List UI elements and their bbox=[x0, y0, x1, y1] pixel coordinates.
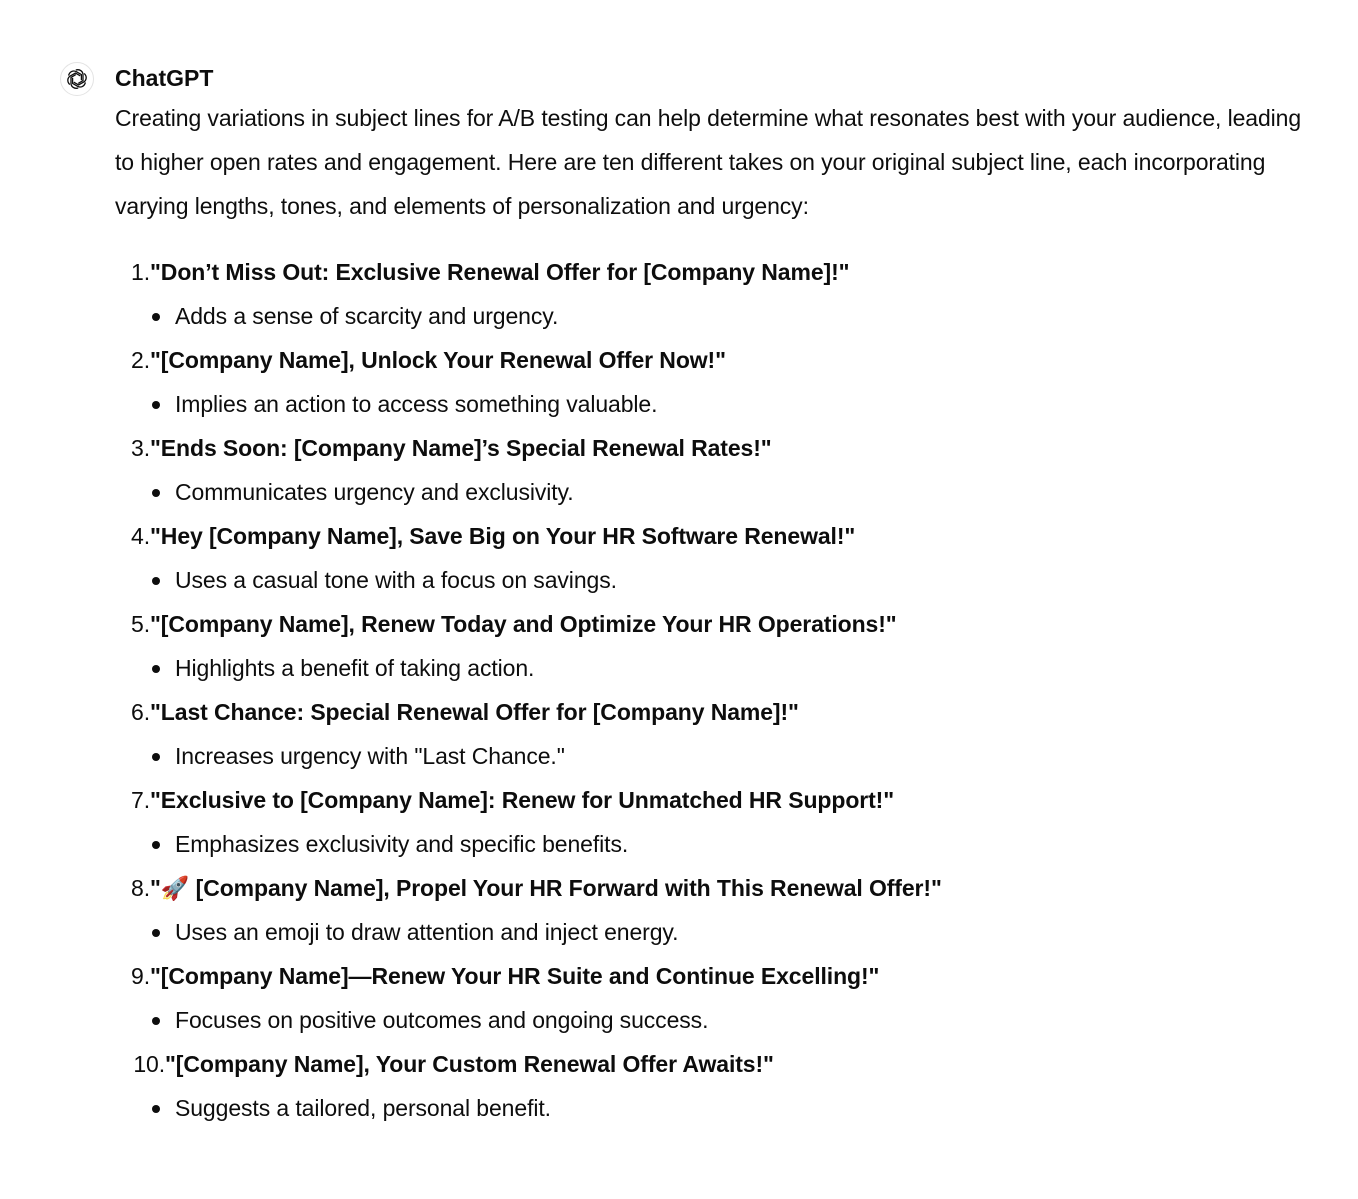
list-item-note bbox=[115, 734, 1315, 778]
list-item-notes bbox=[115, 294, 1315, 338]
list-item-number: 6. bbox=[131, 699, 150, 725]
list-item-number: 5. bbox=[131, 611, 150, 637]
list-item-notes bbox=[115, 1086, 1315, 1130]
list-item-note bbox=[115, 910, 1315, 954]
subject-line-list bbox=[115, 250, 1315, 1130]
openai-logo-icon bbox=[60, 62, 94, 96]
note-text: Highlights a benefit of taking action. bbox=[175, 655, 535, 681]
list-item-heading bbox=[115, 1042, 1315, 1086]
list-item-number: 4. bbox=[131, 523, 150, 549]
list-item-heading bbox=[115, 514, 1315, 558]
note-text: Uses an emoji to draw attention and inject energy. bbox=[175, 919, 679, 945]
subject-line: "Last Chance: Special Renewal Offer for [Company Name]!" bbox=[150, 699, 799, 725]
list-item-heading bbox=[115, 690, 1315, 734]
list-item-heading bbox=[115, 426, 1315, 470]
bullet-dot-icon bbox=[152, 665, 160, 673]
list-item-note bbox=[115, 646, 1315, 690]
bullet-dot-icon bbox=[152, 577, 160, 585]
bullet-dot-icon bbox=[152, 841, 160, 849]
note-text: Implies an action to access something valuable. bbox=[175, 391, 658, 417]
note-text: Emphasizes exclusivity and specific benefits. bbox=[175, 831, 629, 857]
list-item-notes bbox=[115, 734, 1315, 778]
list-item-note bbox=[115, 294, 1315, 338]
list-item-heading bbox=[115, 338, 1315, 382]
list-item bbox=[115, 250, 1315, 338]
list-item bbox=[115, 778, 1315, 866]
list-item bbox=[115, 954, 1315, 1042]
list-item-notes bbox=[115, 558, 1315, 602]
bullet-dot-icon bbox=[152, 753, 160, 761]
subject-line: "[Company Name]—Renew Your HR Suite and Continue Excelling!" bbox=[150, 963, 880, 989]
list-item-note bbox=[115, 382, 1315, 426]
list-item-note bbox=[115, 470, 1315, 514]
list-item-number: 8. bbox=[131, 875, 150, 901]
bullet-dot-icon bbox=[152, 401, 160, 409]
note-text: Adds a sense of scarcity and urgency. bbox=[175, 303, 559, 329]
list-item-number: 9. bbox=[131, 963, 150, 989]
subject-line: "[Company Name], Renew Today and Optimize Your HR Operations!" bbox=[150, 611, 897, 637]
subject-line: "[Company Name], Your Custom Renewal Offer Awaits!" bbox=[165, 1051, 774, 1077]
list-item-heading bbox=[115, 778, 1315, 822]
list-item-heading bbox=[115, 866, 1315, 910]
list-item bbox=[115, 514, 1315, 602]
bullet-dot-icon bbox=[152, 313, 160, 321]
list-item-notes bbox=[115, 382, 1315, 426]
bullet-dot-icon bbox=[152, 489, 160, 497]
list-item-number: 3. bbox=[131, 435, 150, 461]
list-item-notes bbox=[115, 910, 1315, 954]
list-item bbox=[115, 602, 1315, 690]
list-item-note bbox=[115, 822, 1315, 866]
author-name: ChatGPT bbox=[115, 65, 214, 91]
list-item bbox=[115, 426, 1315, 514]
list-item bbox=[115, 866, 1315, 954]
list-item bbox=[115, 690, 1315, 778]
list-item-notes bbox=[115, 998, 1315, 1042]
list-item-note bbox=[115, 998, 1315, 1042]
list-item-note bbox=[115, 558, 1315, 602]
list-item bbox=[115, 338, 1315, 426]
subject-line: "Hey [Company Name], Save Big on Your HR Software Renewal!" bbox=[150, 523, 856, 549]
list-item-note bbox=[115, 1086, 1315, 1130]
list-item-number: 7. bbox=[131, 787, 150, 813]
subject-line: "🚀 [Company Name], Propel Your HR Forward with This Renewal Offer!" bbox=[150, 875, 942, 901]
list-item-notes bbox=[115, 646, 1315, 690]
subject-line: "Ends Soon: [Company Name]’s Special Renewal Rates!" bbox=[150, 435, 772, 461]
message-intro: Creating variations in subject lines for A/B testing can help determine what resonates best with your audience, leading to higher open rates and engagement. Here are ten different takes on your original subject line, each incorporating varying lengths, tones, and elements of personalization and urgency: bbox=[115, 105, 1302, 219]
note-text: Suggests a tailored, personal benefit. bbox=[175, 1095, 551, 1121]
note-text: Uses a casual tone with a focus on savings. bbox=[175, 567, 617, 593]
list-item-number: 1. bbox=[131, 259, 150, 285]
list-item-heading bbox=[115, 602, 1315, 646]
bullet-dot-icon bbox=[152, 1105, 160, 1113]
subject-line: "Don’t Miss Out: Exclusive Renewal Offer for [Company Name]!" bbox=[150, 259, 850, 285]
list-item-number: 2. bbox=[131, 347, 150, 373]
message-content bbox=[115, 62, 1315, 1130]
list-item-notes bbox=[115, 822, 1315, 866]
note-text: Increases urgency with "Last Chance." bbox=[175, 743, 565, 769]
bullet-dot-icon bbox=[152, 929, 160, 937]
list-item bbox=[115, 1042, 1315, 1130]
list-item-heading bbox=[115, 250, 1315, 294]
note-text: Communicates urgency and exclusivity. bbox=[175, 479, 574, 505]
subject-line: "Exclusive to [Company Name]: Renew for Unmatched HR Support!" bbox=[150, 787, 895, 813]
subject-line: "[Company Name], Unlock Your Renewal Offer Now!" bbox=[150, 347, 726, 373]
list-item-notes bbox=[115, 470, 1315, 514]
bullet-dot-icon bbox=[152, 1017, 160, 1025]
list-item-number: 10. bbox=[133, 1051, 165, 1077]
list-item-heading bbox=[115, 954, 1315, 998]
note-text: Focuses on positive outcomes and ongoing success. bbox=[175, 1007, 709, 1033]
